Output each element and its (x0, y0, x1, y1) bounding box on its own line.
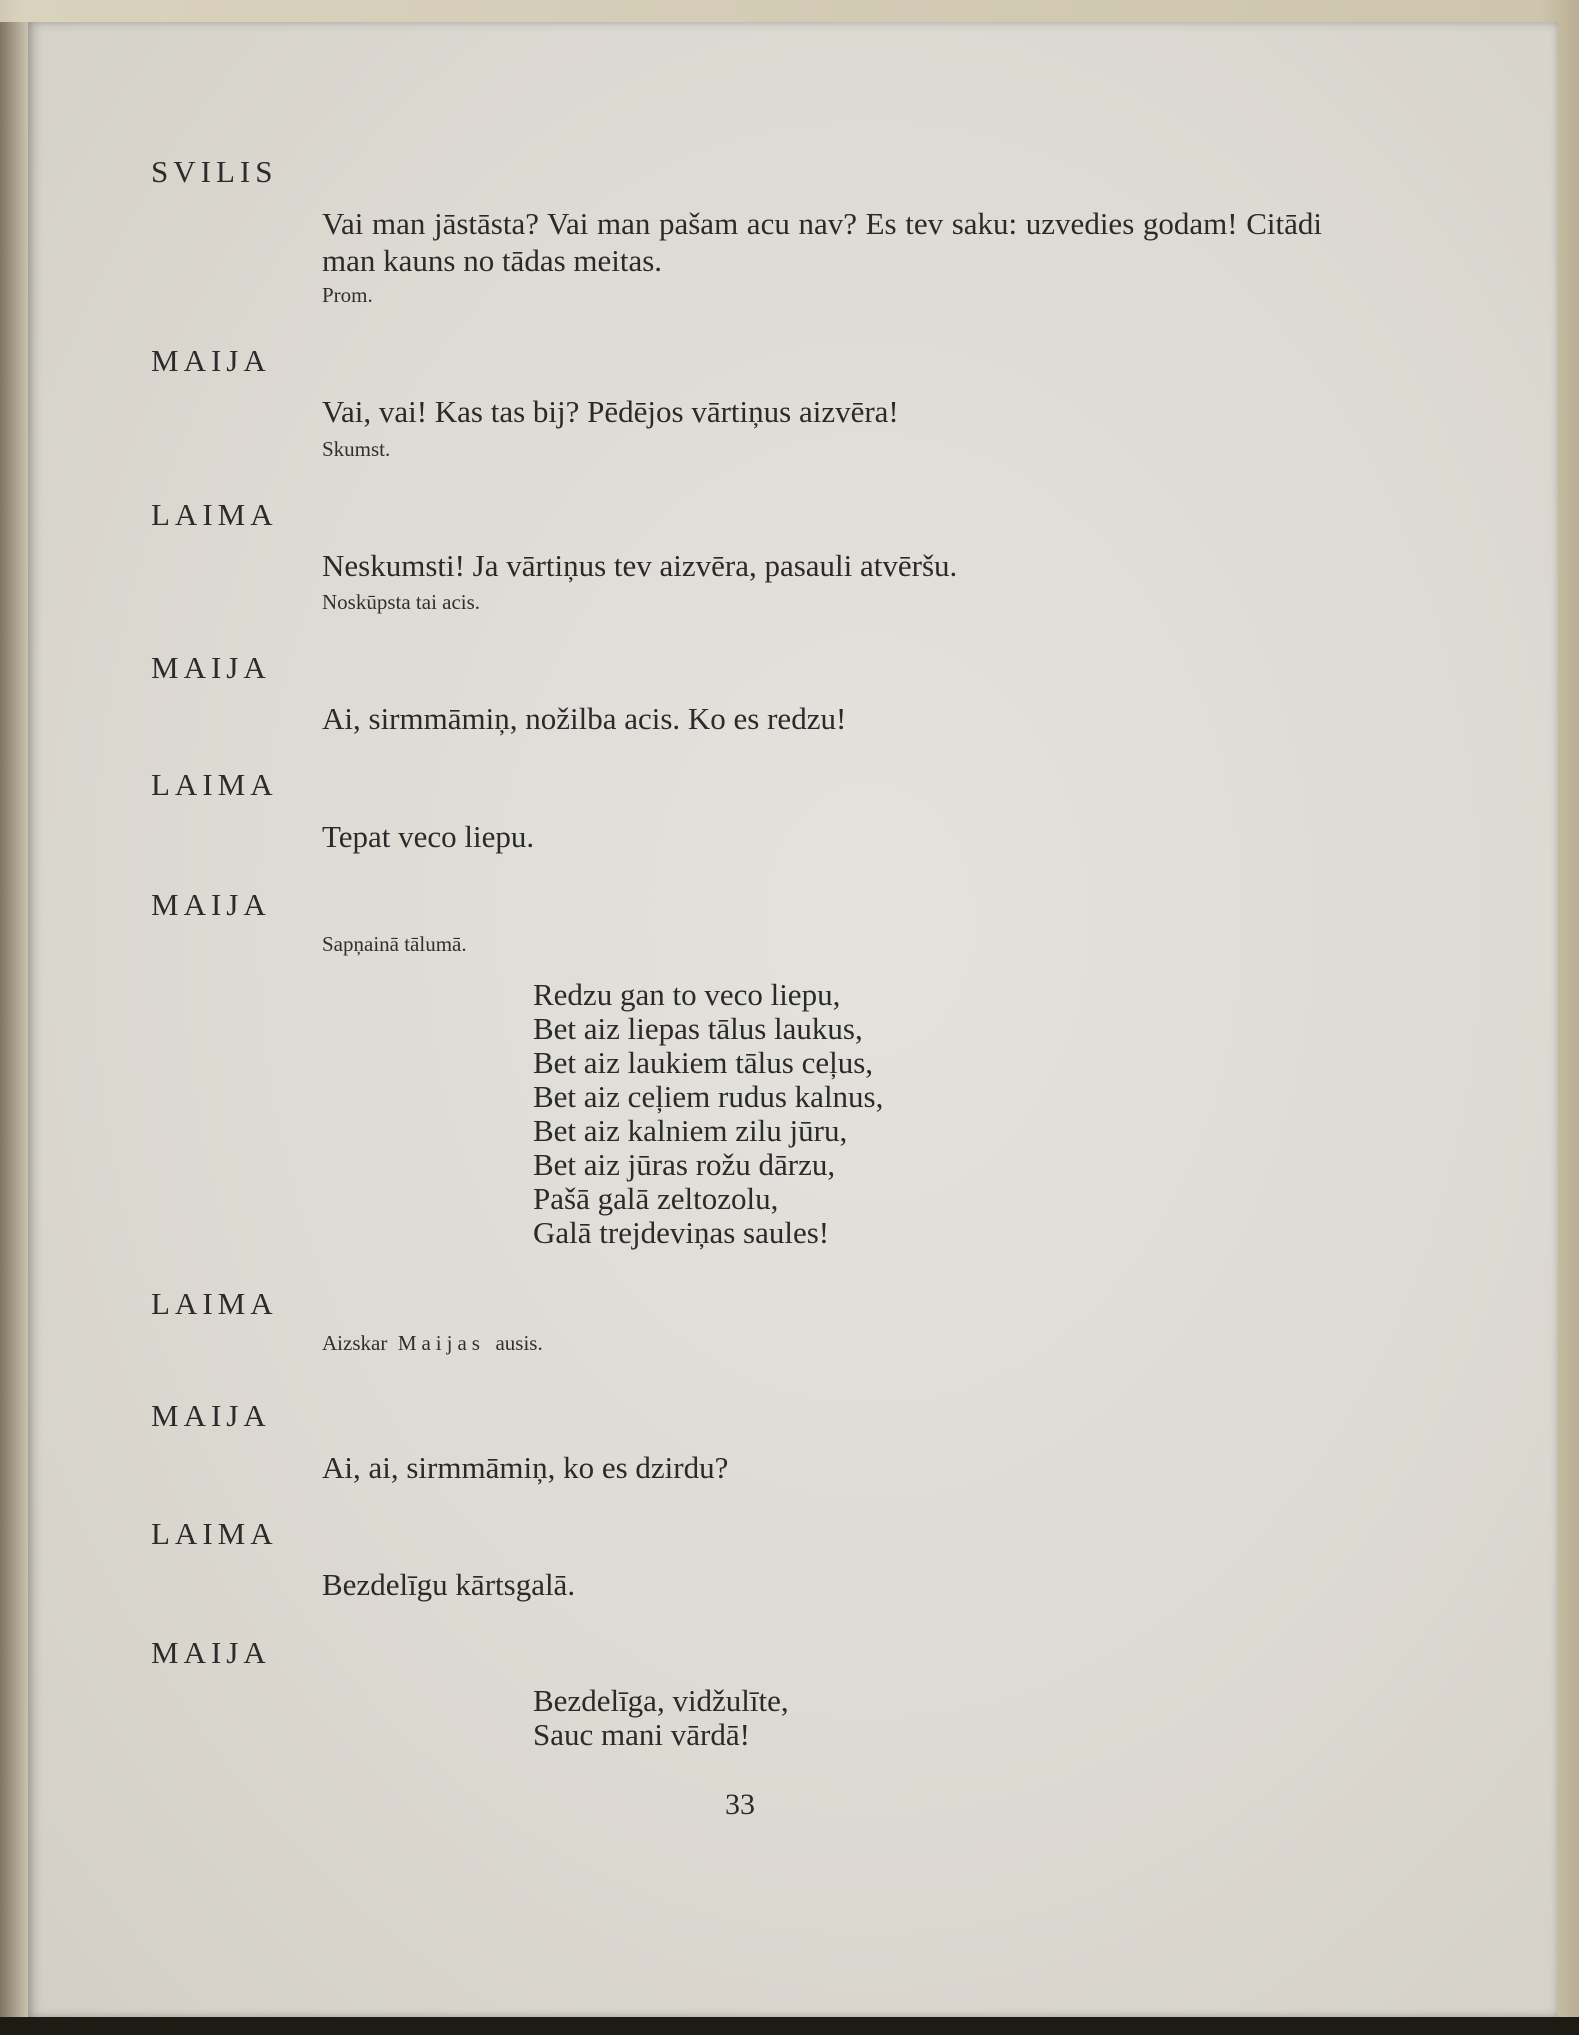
verse-line: Redzu gan to veco liepu, (533, 977, 841, 1012)
stage-direction: Noskūpsta tai acis. (322, 590, 481, 614)
speech-text: Ai, sirmmāmiņ, nožilba acis. Ko es redzu! (322, 701, 847, 736)
verse-line: Bet aiz ceļiem rudus kalnus, (533, 1079, 884, 1114)
page-bottom-edge (0, 2017, 1579, 2035)
speaker-name: LAIMA (151, 767, 278, 802)
stage-direction: Prom. (322, 283, 373, 307)
verse-line: Bet aiz jūras rožu dārzu, (533, 1147, 836, 1182)
speech-text: Ai, ai, sirmmāmiņ, ko es dzirdu? (322, 1450, 729, 1485)
stage-word: ausis. (495, 1331, 543, 1355)
speech-text: Vai man jāstāsta? Vai man pašam acu nav? Es tev saku: uzvedies godam! Citādi man kauns no tādas meitas. (322, 206, 1322, 278)
stage-direction (322, 1331, 543, 1356)
spine-shadow (0, 22, 34, 2017)
verse-line: Bet aiz liepas tālus laukus, (533, 1011, 863, 1046)
speaker-name: SVILIS (151, 154, 278, 189)
speaker-name: MAIJA (151, 343, 271, 378)
speaker-name: LAIMA (151, 497, 278, 532)
stage-direction: Skumst. (322, 437, 391, 461)
verse-line: Bet aiz kalniem zilu jūru, (533, 1113, 848, 1148)
speech-text: Bezdelīgu kārtsgalā. (322, 1567, 576, 1602)
page-number: 33 (725, 1788, 755, 1821)
stage-word: Aizskar (322, 1331, 388, 1355)
speaker-name: LAIMA (151, 1516, 278, 1551)
verse-line: Bet aiz laukiem tālus ceļus, (533, 1045, 874, 1080)
verse-line: Pašā galā zeltozolu, (533, 1181, 779, 1216)
verse-stanza (533, 978, 883, 1250)
stage-direction: Sapņainā tālumā. (322, 932, 467, 956)
verse-stanza (533, 1684, 789, 1752)
speaker-name: MAIJA (151, 887, 271, 922)
verse-line: Sauc mani vārdā! (533, 1717, 750, 1752)
verse-line: Bezdelīga, vidžulīte, (533, 1683, 789, 1718)
speaker-name: LAIMA (151, 1286, 278, 1321)
character-name-spaced: Maijas (397, 1331, 485, 1355)
speech-text: Neskumsti! Ja vārtiņus tev aizvēra, pasauli atvēršu. (322, 548, 958, 583)
speaker-name: MAIJA (151, 650, 271, 685)
verse-line: Galā trejdeviņas saules! (533, 1215, 830, 1250)
speech-text: Tepat veco liepu. (322, 819, 535, 854)
speaker-name: MAIJA (151, 1398, 271, 1433)
speech-text: Vai, vai! Kas tas bij? Pēdējos vārtiņus aizvēra! (322, 394, 899, 429)
speaker-name: MAIJA (151, 1635, 271, 1670)
